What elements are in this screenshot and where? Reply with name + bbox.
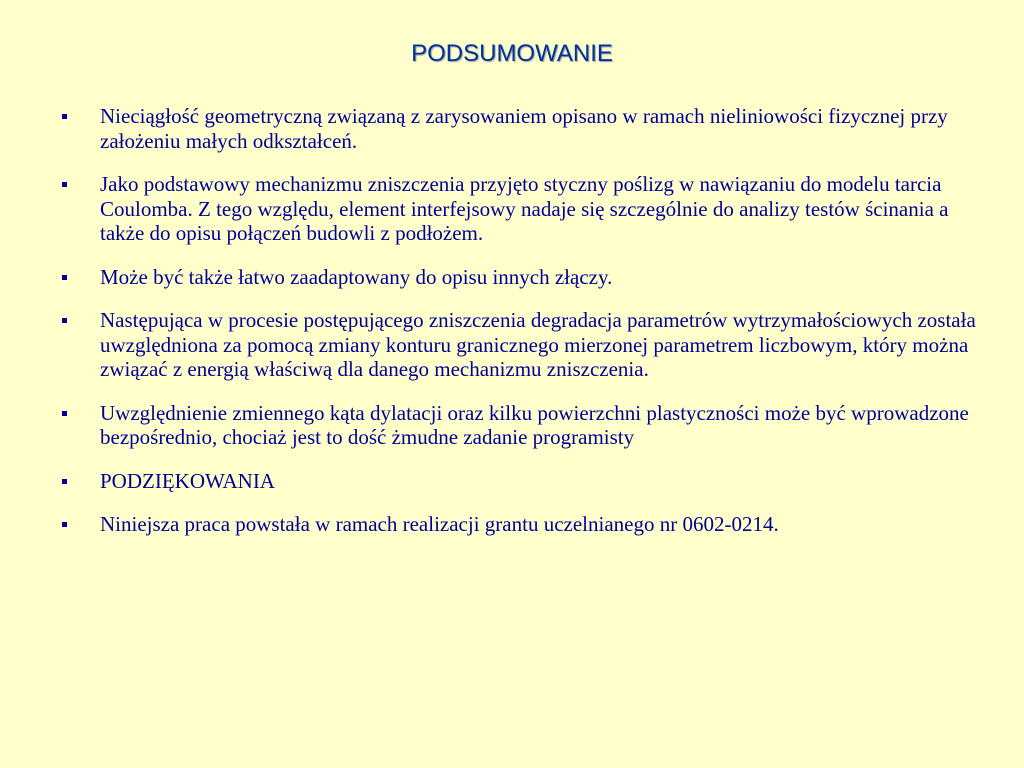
bullet-list [62,104,982,556]
square-bullet-icon [62,182,67,187]
bullet-text: PODZIĘKOWANIA [100,468,275,493]
bullet-item-1 [62,104,982,153]
square-bullet-icon [62,114,67,119]
bullet-item-2 [62,172,982,246]
bullet-text: Następująca w procesie postępującego zniszczenia degradacja parametrów wytrzymałościowych została uwzględniona za pomocą zmiany konturu granicznego mierzonej parametrem liczbowym, który można związać z energią właściwą dla danego mechanizmu zniszczenia. [100,308,976,381]
bullet-text: Niniejsza praca powstała w ramach realizacji grantu uczelnianego nr 0602-0214. [100,512,779,536]
bullet-text: Nieciągłość geometryczną związaną z zarysowaniem opisano w ramach nieliniowości fizycznej przy założeniu małych odkształceń. [100,104,948,153]
square-bullet-icon [62,479,67,484]
square-bullet-icon [62,275,67,280]
bullet-item-6 [62,469,982,494]
square-bullet-icon [62,522,67,527]
slide-title: PODSUMOWANIE [411,40,613,67]
bullet-item-4 [62,308,982,382]
bullet-text: Może być także łatwo zaadaptowany do opisu innych złączy. [100,264,613,289]
bullet-item-3 [62,265,982,290]
bullet-item-5 [62,401,982,450]
square-bullet-icon [62,318,67,323]
bullet-text: Jako podstawowy mechanizmu zniszczenia przyjęto styczny poślizg w nawiązaniu do modelu tarcia Coulomba. Z tego względu, element interfejsowy nadaje się szczególnie do analizy testów ścinania a także do opisu połączeń budowli z podłożem. [100,172,949,245]
bullet-text: Uwzględnienie zmiennego kąta dylatacji oraz kilku powierzchni plastyczności może być wprowadzone bezpośrednio, chociaż jest to dość żmudne zadanie programisty [100,400,969,449]
square-bullet-icon [62,411,67,416]
bullet-item-7 [62,512,982,537]
